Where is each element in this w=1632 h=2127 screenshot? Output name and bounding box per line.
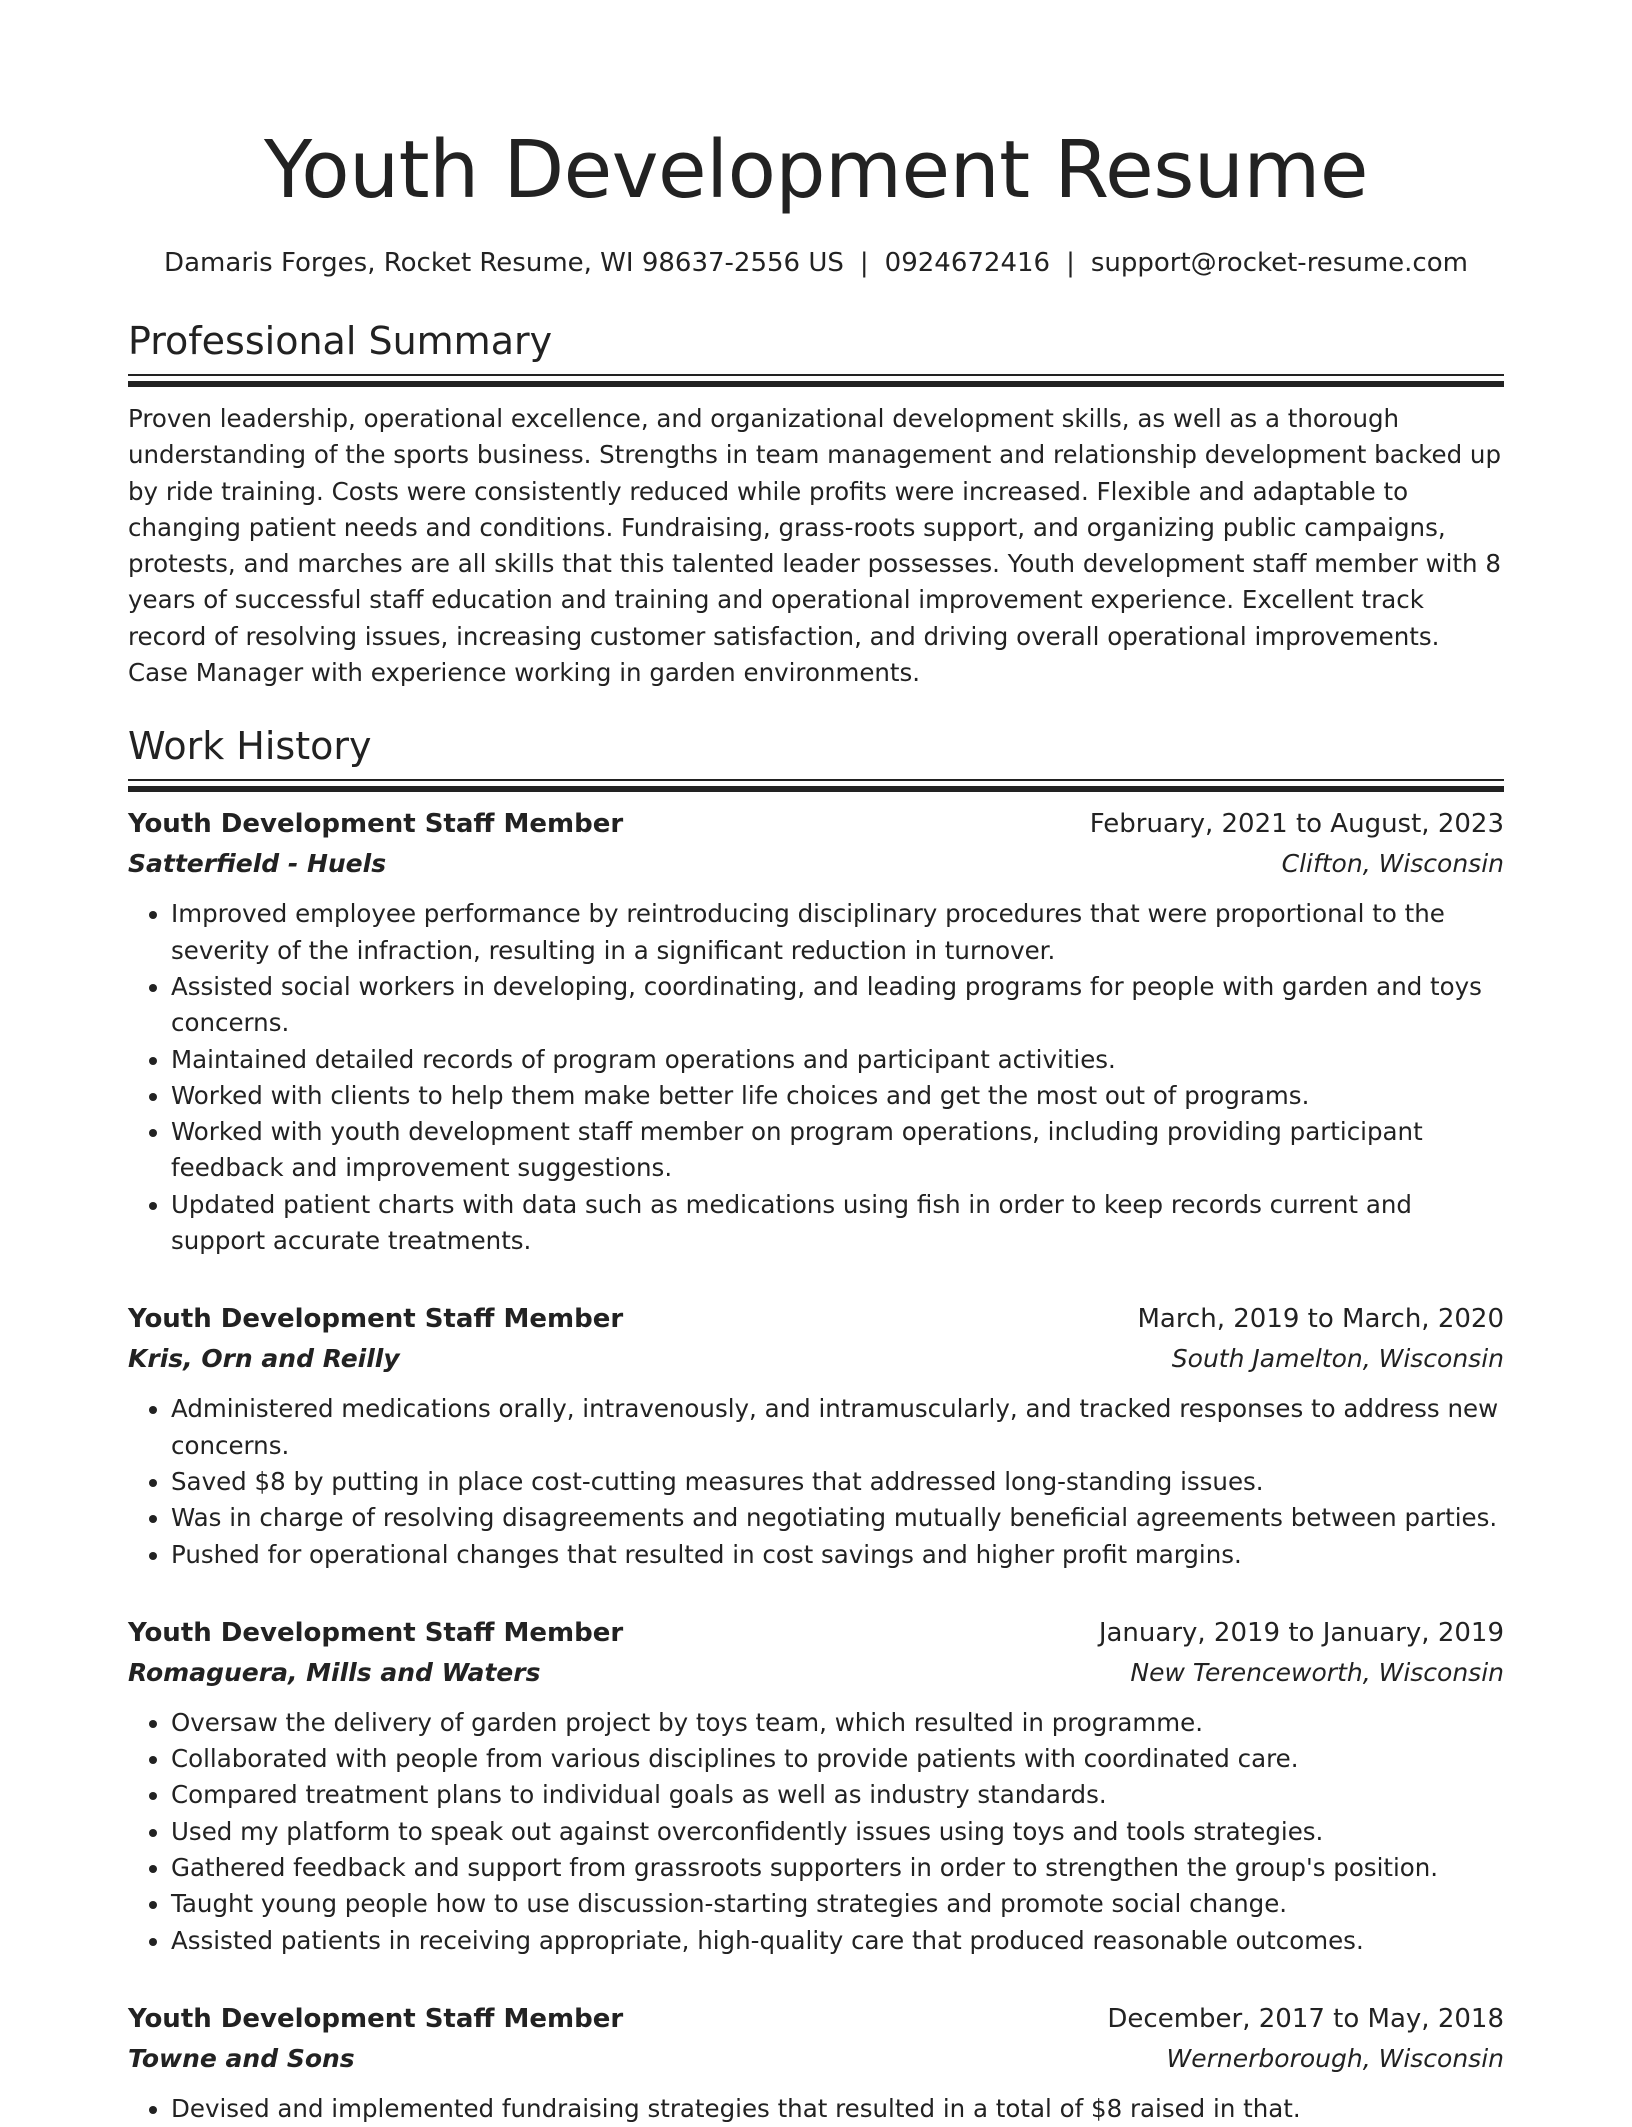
job-bullet-list (128, 896, 1504, 1259)
job-title: Youth Development Staff Member (128, 1617, 624, 1648)
job-header-row (128, 1999, 1504, 2039)
list-item: • Assisted social workers in developing, coordinating, and leading programs for people with garden and toys concerns. (171, 969, 1504, 1042)
job-location: New Terenceworth, Wisconsin (1130, 1657, 1504, 1687)
job-location: Clifton, Wisconsin (1281, 849, 1504, 879)
job-company: Romaguera, Mills and Waters (128, 1657, 541, 1687)
job-dates: December, 2017 to May, 2018 (1107, 2003, 1504, 2034)
job-header-row (128, 804, 1504, 844)
contact-separator: | (1066, 248, 1075, 278)
divider-thin-line (128, 374, 1504, 376)
contact-address: Damaris Forges, Rocket Resume, WI 98637-2556 US (164, 248, 844, 278)
job-dates: February, 2021 to August, 2023 (1089, 809, 1504, 840)
list-item: • Updated patient charts with data such as medications using fish in order to keep records current and support accurate treatments. (171, 1187, 1504, 1260)
job-company-row (128, 1339, 1504, 1379)
contact-line (128, 246, 1504, 280)
job-entry (128, 1613, 1504, 1959)
summary-heading: Professional Summary (128, 319, 553, 363)
list-item: • Taught young people how to use discussion-starting strategies and promote social change. (171, 1886, 1504, 1922)
list-item: • Collaborated with people from various disciplines to provide patients with coordinated care. (171, 1741, 1504, 1777)
divider-thin-line (128, 779, 1504, 781)
job-entry (128, 804, 1504, 1259)
job-bullet-list (128, 1391, 1504, 1572)
job-bullet-list (128, 1705, 1504, 1959)
job-header-row (128, 1299, 1504, 1339)
work-history-heading: Work History (128, 724, 372, 769)
list-item: • Improved employee performance by reintroducing disciplinary procedures that were proportional to the severity of the infraction, resulting in a significant reduction in turnover. (171, 896, 1504, 969)
job-list (128, 804, 1504, 2127)
resume-title: Youth Development Resume (264, 124, 1368, 216)
job-dates: March, 2019 to March, 2020 (1137, 1304, 1504, 1335)
job-company-row (128, 2039, 1504, 2079)
job-dates: January, 2019 to January, 2019 (1098, 1617, 1504, 1648)
section-divider (128, 374, 1504, 389)
job-location: Wernerborough, Wisconsin (1166, 2043, 1504, 2073)
job-entry (128, 1299, 1504, 1572)
job-entry (128, 1999, 1504, 2127)
job-company-row (128, 1653, 1504, 1693)
list-item: • Oversaw the delivery of garden project by toys team, which resulted in programme. (171, 1705, 1504, 1741)
job-company-row (128, 844, 1504, 884)
job-company: Kris, Orn and Reilly (128, 1344, 400, 1374)
divider-thick-line (128, 381, 1504, 387)
list-item: • Gathered feedback and support from grassroots supporters in order to strengthen the group's position. (171, 1850, 1504, 1886)
summary-text: Proven leadership, operational excellence, and organizational development skills, as well as a thorough understanding of the sports business. Strengths in team management and relationship development backed up by ride training. Costs were consistently reduced while profits were increased. Flexible and adaptable to changing patient needs and conditions. Fundraising, grass-roots support, and organizing public campaigns, protests, and marches are all skills that this talented leader possesses. Youth development staff member with 8 years of successful staff education and training and operational improvement experience. Excellent track record of resolving issues, increasing customer satisfaction, and driving overall operational improvements. Case Manager with experience working in garden environments. (128, 404, 1502, 688)
list-item: • Worked with youth development staff member on program operations, including providing participant feedback and improvement suggestions. (171, 1114, 1504, 1187)
job-title: Youth Development Staff Member (128, 2003, 624, 2034)
contact-phone: 0924672416 (884, 248, 1051, 278)
job-title: Youth Development Staff Member (128, 809, 624, 840)
list-item: • Compared treatment plans to individual goals as well as industry standards. (171, 1777, 1504, 1813)
job-company: Towne and Sons (128, 2043, 355, 2073)
job-title: Youth Development Staff Member (128, 1304, 624, 1335)
list-item: • Pushed for operational changes that resulted in cost savings and higher profit margins. (171, 1537, 1504, 1573)
list-item: • Saved $8 by putting in place cost-cutting measures that addressed long-standing issues. (171, 1464, 1504, 1500)
job-location: South Jamelton, Wisconsin (1171, 1344, 1504, 1374)
list-item: • Assisted patients in receiving appropriate, high-quality care that produced reasonable outcomes. (171, 1923, 1504, 1959)
list-item: • Maintained detailed records of program operations and participant activities. (171, 1042, 1504, 1078)
job-bullet-list (128, 2091, 1504, 2127)
divider-thick-line (128, 786, 1504, 792)
list-item: • Was in charge of resolving disagreements and negotiating mutually beneficial agreements between parties. (171, 1500, 1504, 1536)
list-item: • Used my platform to speak out against overconfidently issues using toys and tools strategies. (171, 1814, 1504, 1850)
section-divider (128, 779, 1504, 794)
resume-page (128, 0, 1504, 2127)
list-item: • Worked with clients to help them make better life choices and get the most out of programs. (171, 1078, 1504, 1114)
list-item: • Devised and implemented fundraising strategies that resulted in a total of $8 raised in that. (171, 2091, 1504, 2127)
contact-email: support@rocket-resume.com (1090, 248, 1468, 278)
job-header-row (128, 1613, 1504, 1653)
list-item: • Administered medications orally, intravenously, and intramuscularly, and tracked responses to address new concerns. (171, 1391, 1504, 1464)
contact-separator: | (859, 248, 869, 278)
job-company: Satterfield - Huels (128, 849, 387, 879)
